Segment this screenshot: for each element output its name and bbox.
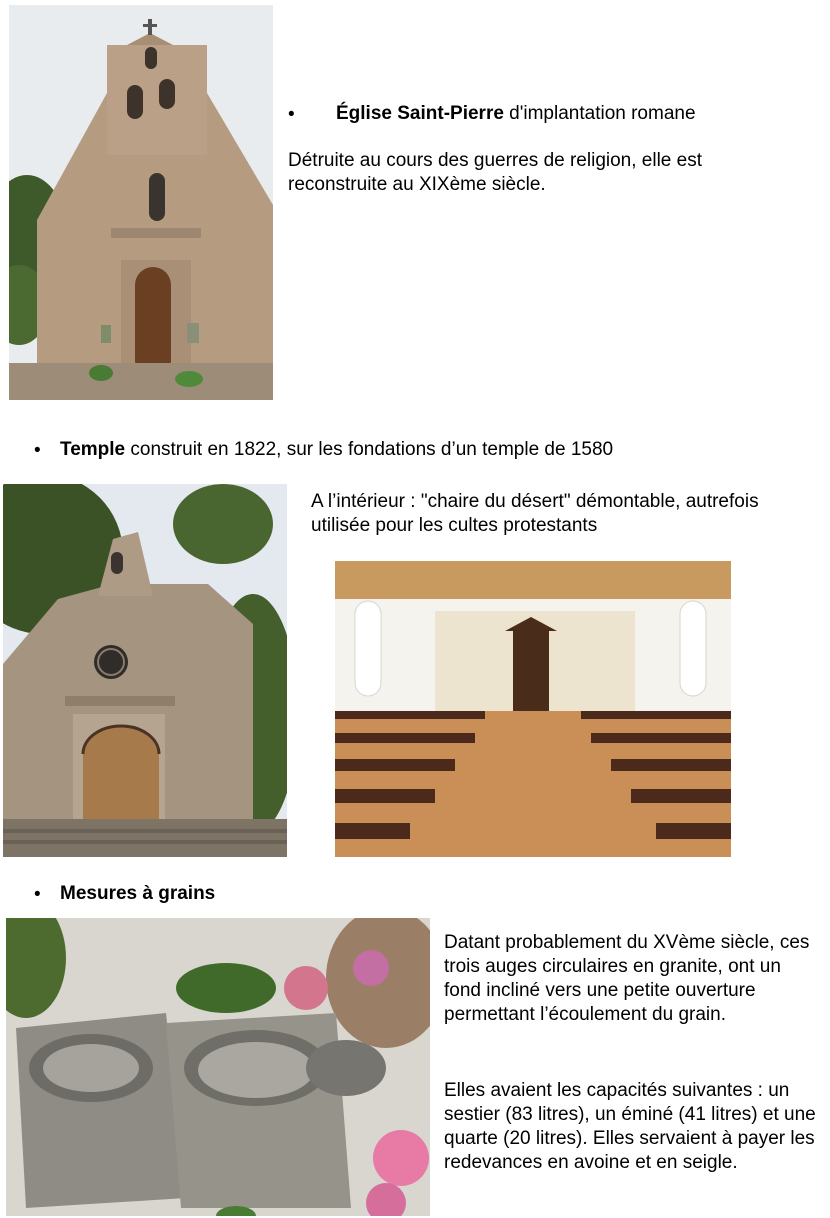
mesures-photo [6, 918, 430, 1216]
eglise-photo [9, 5, 273, 400]
temple-interior-photo [335, 561, 731, 857]
eglise-title-rest: d'implantation romane [503, 103, 696, 124]
temple-title-rest: construit en 1822, sur les fondations d’un temple de 1580 [125, 439, 614, 460]
temple-title: Temple [60, 439, 126, 460]
eglise-heading [336, 102, 696, 126]
mesures-description-1: Datant probablement du XVème siècle, ces trois auges circulaires en granite, ont un fond incliné vers une petite ouverture permettant l’écoulement du grain. [444, 932, 810, 1025]
eglise-title: Église Saint-Pierre [336, 103, 504, 124]
temple-heading [60, 438, 613, 462]
eglise-description: Détruite au cours des guerres de religion, elle est reconstruite au XIXème siècle. [288, 150, 703, 195]
temple-exterior-photo [3, 484, 287, 857]
bullet-icon: • [34, 440, 41, 461]
mesures-description-2: Elles avaient les capacités suivantes : un sestier (83 litres), un éminé (41 litres) et une quarte (20 litres). Elles servaient à payer les redevances en avoine et en seigle. [444, 1080, 816, 1173]
bullet-icon: • [34, 884, 41, 905]
mesures-heading [60, 882, 215, 906]
temple-description: A l’intérieur : "chaire du désert" démontable, autrefois utilisée pour les cultes protestants [311, 491, 759, 536]
mesures-title: Mesures à grains [60, 883, 216, 904]
bullet-icon: • [288, 104, 295, 125]
